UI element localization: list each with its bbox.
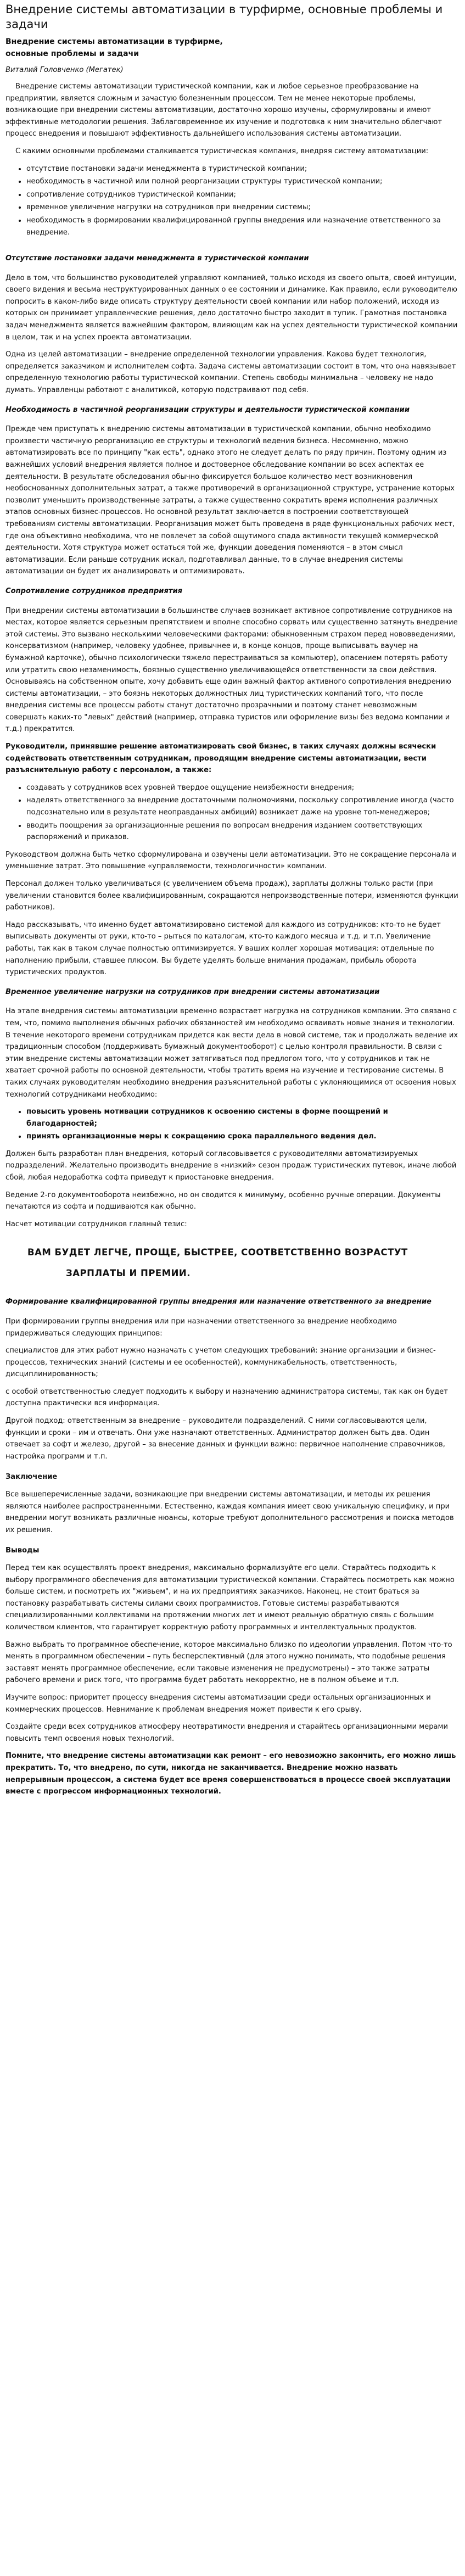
paragraph: Дело в том, что большинство руководителей управляют компанией, только исходя из своего опыта, своей интуиции, своего видения и весьма неструктурированных данных о ее состоянии и динамике. Как правило, если руководителю попросить в каком-либо виде описать структуру деятельности своей компании или набор положений, исходя из которых он принимает управленческие решения, дело достаточно быстро заходит в тупик. Грамотная постановка задач менеджмента является важнейшим фактором, влияющим как на успех деятельности туристической компании в целом, так и на успех проекта автоматизации. [5,273,458,342]
list-item: • повысить уровень мотивации сотрудников к освоению системы в форме поощрений и благодарностей; [26,1106,458,1130]
paragraph: Все вышеперечисленные задачи, возникающие при внедрении системы автоматизации, и методы их решения являются наиболее распространенными. Естественно, каждая компания имеет свою уникальную специфику, и при внедрении могут возникать различные нюансы, которые требуют дополнительного рассмотрения и поиска методов их решения. [5,1490,454,1534]
paragraph: При внедрении системы автоматизации в большинстве случаев возникает активное сопротивление сотрудников на местах, которое является серьезным препятствием и вполне способно сорвать или существенно затянуть внедрение этой системы. Это вызвано несколькими человеческими факторами: обыкновенным страхом перед нововведениями, консерватизмом (например, человеку удобнее, привычнее и, в конце концов, проще выписывать ваучер на бумажной карточке), обычно психологически тяжело перестраиваться за компьютер), опасением потерять работу или утратить свою незаменимость, боязнью существенно увеличивающейся ответственности за свои действия. Основываясь на собственном опыте, хочу добавить еще один важный фактор активного сопротивления внедрению системы автоматизации, – это боязнь некоторых должностных лиц туристических компаний того, что после внедрения системы все процессы работы станут достаточно прозрачными и поэтому станет невозможным совершать каких-то "левых" действий (например, отправка туристов или оформление визы без ведома компании и т.д.) прекратится. [5,606,458,734]
paragraph: специалистов для этих работ нужно назначать с учетом следующих требований: знание организации и бизнес-процессов, технических знаний (системы и ее особенностей), коммуникабельность, ответственность, дисциплинированность; [5,1346,436,1379]
section-heading: Временное увеличение нагрузки на сотрудников при внедрении системы автоматизации [5,987,380,996]
page-title: Внедрение системы автоматизации в турфирме, основные проблемы и задачи [5,3,443,31]
paragraph: При формировании группы внедрения или при назначении ответственного за внедрение необходимо придерживаться следующих принципов: [5,1317,397,1338]
paragraph: Ведение 2-го документооборота неизбежно, но он сводится к минимуму, особенно ручные операции. Документы печатаются из софта и подшиваются как обычно. [5,1191,441,1211]
subtitle-line-2: основные проблемы и задачи [5,49,139,58]
paragraph: Изучите вопрос: приоритет процессу внедрения системы автоматизации среди остальных организационных и коммерческих процессов. Невнимание к проблемам внедрения может привести к его срыву. [5,1693,431,1714]
conclusion-heading: Заключение [5,1473,58,1482]
problems-intro: С какими основными проблемами сталкивается туристическая компания, внедряя систему автоматизации: [15,147,429,155]
section-heading: Сопротивление сотрудников предприятия [5,586,183,595]
author: Виталий Головченко (Мегатек) [5,66,124,75]
paragraph: Прежде чем приступать к внедрению системы автоматизации в туристической компании, обычно необходимо произвести частичную реорганизацию ее структуры и технологий ведения бизнеса. Несомненно, можно автоматизировать все по принципу "как есть", однако этого не следует делать по ряду причин. Поэтому одним из важнейших условий внедрения является полное и достоверное обследование компании во всех аспектах ее деятельности. В результате обследования обычно фиксируется большое количество мест возникновения необоснованных дополнительных затрат, а также противоречий в организационной структуре, устранение которых позволит уменьшить производственные затраты, а также существенно сократить время исполнения различных этапов основных бизнес-процессов. Но основной результат заключается в построении соответствующей требованиям системы автоматизации. Реорганизация может быть проведена в ряде функциональных рабочих мест, где она объективно необходима, что не повлечет за собой ощутимого спада активности текущей коммерческой деятельности. Хотя структура может остаться той же, функции доведения поменяются – в этом смысл автоматизации. Если раньше сотрудник искал, подготавливал данные, то в случае внедрения системы автоматизации он будет их анализировать и оптимизировать. [5,425,455,576]
measures-list [5,1106,458,1143]
list-item: • необходимость в частичной или полной реорганизации структуры туристической компании; [26,176,458,188]
final-paragraph: Помните, что внедрение системы автоматизации как ремонт – его невозможно закончить, его можно лишь прекратить. То, что внедрено, по сути, никогда не заканчивается. Внедрение можно назвать непрерывным процессом, а система будет все время совершенствоваться в процессе своей эксплуатации вместе с прогрессом информационных технологий. [5,1752,456,1796]
paragraph: Другой подход: ответственным за внедрение – руководители подразделений. С ними согласовываются цели, функции и сроки – им и отвечать. Они уже назначают ответственных. Администратор должен быть два. Один отвечает за софт и железо, другой – за внесение данных и функции важно: первичное наполнение справочников, настройка программ и т.п. [5,1417,445,1461]
intro-paragraph: Внедрение системы автоматизации туристической компании, как и любое серьезное преобразование на предприятии, является сложным и зачастую болезненным процессом. Тем не менее некоторые проблемы, возникающие при внедрении системы автоматизации, достаточно хорошо изучены, сформулированы и имеют эффективные методологии решения. Заблаговременное их изучение и подготовка к ним значительно облегчают процесс внедрения и повышают эффективность дальнейшего использования системы автоматизации. [5,82,442,138]
list-item: • отсутствие постановки задачи менеджмента в туристической компании; [26,163,458,175]
paragraph: Перед тем как осуществлять проект внедрения, максимально формализуйте его цели. Старайтесь подходить к выбору программного обеспечения для автоматизации туристической компании. Старайтесь посмотреть как можно больше систем, и посмотреть их "живьем", и на их предприятиях заказчиков. Наконец, не стоит браться за постановку разрабатывать системы силами своих программистов. Готовые системы разрабатываются специализированными коллективами на протяжении многих лет и имеют реальную обратную связь с большим количеством клиентов, что гарантирует корректную работу программных и интеллектуальных продуктов. [5,1564,455,1631]
paragraph: На этапе внедрения системы автоматизации временно возрастает нагрузка на сотрудников компании. Это связано с тем, что, помимо выполнения обычных рабочих обязанностей им необходимо осваивать новые знания и технологии. В течение некоторого времени сотрудникам придется как вести дела в новой системе, так и продолжать ведение их традиционным способом (поддерживать бумажный документооборот) с целью контроля правильности. В связи с этим внедрение системы автоматизации может затягиваться под предлогом того, что у сотрудников и так не хватает срочной работы по основной деятельности, чтобы тратить время на изучение и тестирование системы. В таких случаях руководителям необходимо внедрения разъяснительной работы с уклоняющимися от освоения новых технологий сотрудниками необходимо: [5,1007,458,1099]
outputs-heading: Выводы [5,1546,40,1555]
section-heading: Формирование квалифицированной группы внедрения или назначение ответственного за внедрение [5,1298,432,1306]
section-heading: Необходимость в частичной реорганизации структуры и деятельности туристической компании [5,405,410,414]
paragraph: Создайте среди всех сотрудников атмосферу неотвратимости внедрения и старайтесь организационными мерами повысить темп освоения новых технологий. [5,1723,448,1743]
list-item: • сопротивление сотрудников туристической компании; [26,189,458,201]
list-item: • временное увеличение нагрузки на сотрудников при внедрении системы; [26,202,458,214]
slogan-line-1: ВАМ БУДЕТ ЛЕГЧЕ, ПРОЩЕ, БЫСТРЕЕ, СООТВЕТСТВЕННО ВОЗРАСТУТ [27,1247,408,1258]
list-item: • наделять ответственного за внедрение достаточными полномочиями, поскольку сопротивление иногда (часто подсознательно или в результате неоправданных амбиций) возникает даже на уровне топ-менеджеров; [26,795,458,818]
paragraph: Должен быть разработан план внедрения, который согласовывается с руководителями автоматизируемых подразделений. Желательно производить внедрение в «низкий» сезон продаж туристических путевок, иначе любой сбой, любая недоработка софта приведут к приостановке внедрения. [5,1149,457,1182]
paragraph: Одна из целей автоматизации – внедрение определенной технологии управления. Какова будет технология, определяется заказчиком и исполнителем софта. Задача системы автоматизации состоит в том, что она навязывает определенную технологию работы туристической компании. Степень свободы минимальна – человеку не надо думать. Управленцы работают с аналитикой, которую подстраивают под себя. [5,350,456,395]
problems-list [5,163,458,239]
list-item: • вводить поощрения за организационные решения по вопросам внедрения изданием соответствующих распоряжений и приказов. [26,820,458,843]
subtitle-line-1: Внедрение системы автоматизации в турфирме, [5,37,223,46]
list-item: • создавать у сотрудников всех уровней твердое ощущение неизбежности внедрения; [26,782,458,794]
paragraph: Руководством должна быть четко сформулирована и озвучены цели автоматизации. Это не сокращение персонала и уменьшение затрат. Это повышение «управляемости, технологичности» компании. [5,850,457,871]
paragraph: Насчет мотивации сотрудников главный тезис: [5,1220,187,1228]
slogan-line-2: ЗАРПЛАТЫ И ПРЕМИИ. [66,1268,191,1279]
subtitle [5,36,458,60]
paragraph: Надо рассказывать, что именно будет автоматизировано системой для каждого из сотрудников: кто-то не будет выписывать документы от руки, кто-то – рыться по каталогам, кто-то каждого месяца и т.д. и т.п. Увеличение работы, так как в таком случае полностью оптимизируется. У ваших коллег хорошая мотивация: отдельные по наполнению прибыли, ставшее плюсом. Вы будете уделять больше внимания продажам, прибыль оборота туристических продуктов. [5,920,441,977]
paragraph: Персонал должен только увеличиваться (с увеличением объема продаж), зарплаты должны только расти (при увеличении становится более квалифицированным, сокращаются непроизводственные потери, изменяются функции работников). [5,880,458,912]
paragraph: с особой ответственностью следует подходить к выбору и назначению администратора системы, так как он будет доступна практически вся информация. [5,1387,448,1408]
list-item: • принять организационные меры к сокращению срока параллельного ведения дел. [26,1131,458,1143]
paragraph: Важно выбрать то программное обеспечение, которое максимально близко по идеологии управления. Потом что-то менять в программном обеспечении – путь бесперспективный (для этого нужно понимать, что подобные решения заставят менять программное обеспечение, если таковые изменения не предусмотрены) – это также затраты рабочего времени и риск того, что программа будет работать некорректно, не в полном объеме и т.п. [5,1640,452,1685]
managers-list [5,782,458,843]
list-item: • необходимость в формировании квалифицированной группы внедрения или назначение ответственного за внедрение. [26,215,458,238]
bold-paragraph: Руководители, принявшие решение автоматизировать свой бизнес, в таких случаях должны всячески содействовать ответственным сотрудникам, проводящим внедрение системы автоматизации, вести разъяснительную работу с персоналом, а также: [5,742,436,775]
section-heading: Отсутствие постановки задачи менеджмента в туристической компании [5,254,309,263]
motivation-slogan [5,1242,458,1284]
